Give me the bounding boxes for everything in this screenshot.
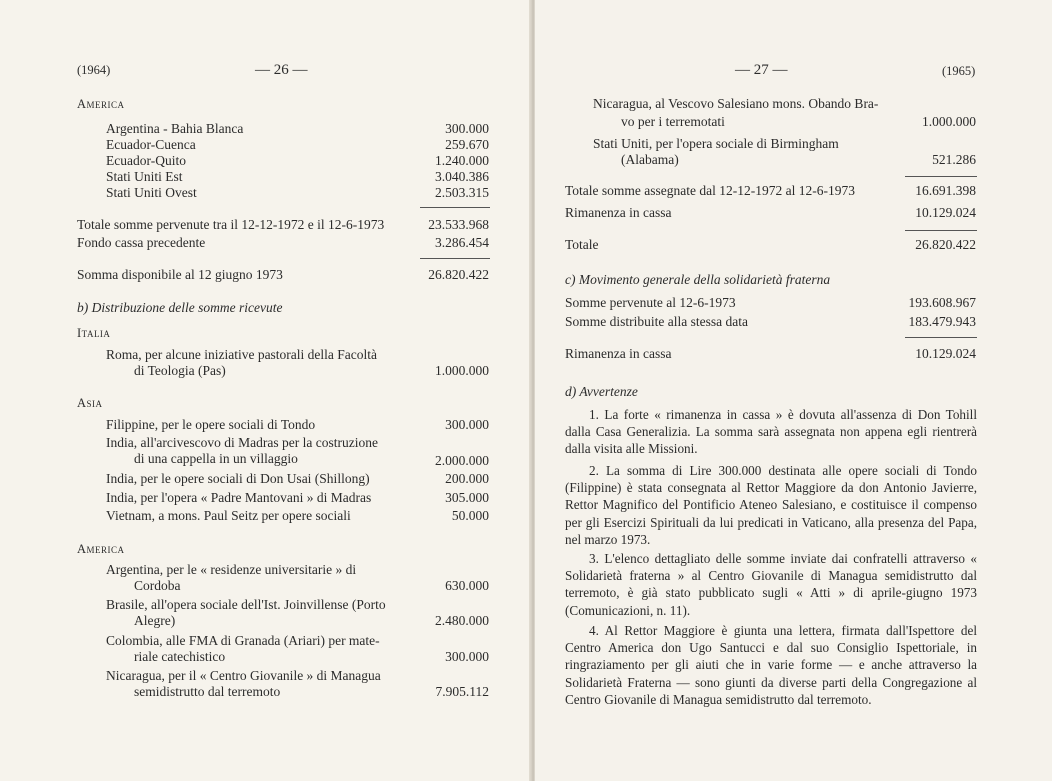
total-value: 26.820.422 — [915, 237, 976, 252]
note-paragraph: 3. L'elenco dettagliato delle somme inviate dai confratelli attraverso « Solidarietà fraterna » al Centro Giovanile di Managua semidistrutto dal terremoto, è già stato pubblicato sugli « Atti » di aprile-giugno 1973 (Comunicazioni, n. 11). — [565, 551, 977, 618]
distributed-value: 183.479.943 — [908, 314, 976, 329]
sum-rule — [420, 207, 490, 208]
previous-fund-label: Fondo cassa precedente — [77, 235, 206, 250]
section-heading-asia: Asia — [77, 396, 103, 410]
list-item-value: 50.000 — [451, 508, 489, 523]
table-row-label: Ecuador-Cuenca — [106, 137, 196, 152]
list-item-line2: riale catechistico — [134, 649, 226, 664]
section-heading-america: America — [77, 97, 125, 111]
list-item-value: 2.000.000 — [435, 453, 489, 468]
section-c-heading: c) Movimento generale della solidarietà fraterna — [565, 272, 831, 287]
list-item-line1: Nicaragua, al Vescovo Salesiano mons. Obando Bra- — [593, 96, 879, 111]
received-value: 193.608.967 — [908, 295, 976, 310]
table-row-value: 300.000 — [445, 121, 489, 136]
right-page — [535, 0, 1052, 781]
table-row-value: 2.503.315 — [435, 185, 489, 200]
table-row-value: 3.040.386 — [435, 169, 489, 184]
list-item-value: 1.000.000 — [922, 114, 976, 129]
list-item-value: 630.000 — [445, 578, 489, 593]
sum-rule — [420, 258, 490, 259]
list-item-value: 2.480.000 — [435, 613, 489, 628]
note-paragraph: 4. Al Rettor Maggiore è giunta una lettera, firmata dall'Ispettore del Centro America don Ugo Santucci e dal suo Consiglio Ispettoriale, in ringraziamento per gli aiuti che in varie forme — e anche attraverso la Solidarietà Fraterna — sono giunti da diverse parti della Congregazione al Centro Giovanile di Managua semidistrutto dal terremoto. — [565, 623, 977, 707]
table-row-label: Argentina - Bahia Blanca — [106, 121, 244, 136]
received-label: Somme pervenute al 12-6-1973 — [565, 295, 736, 310]
list-item-line2: di Teologia (Pas) — [134, 363, 226, 378]
distributed-label: Somme distribuite alla stessa data — [565, 314, 748, 329]
list-item-value: 300.000 — [445, 649, 489, 664]
list-item-line1: Argentina, per le « residenze universitarie » di — [106, 562, 357, 577]
list-item-line2: vo per i terremotati — [621, 114, 725, 129]
table-row-label: Ecuador-Quito — [106, 153, 186, 168]
remainder-label: Rimanenza in cassa — [565, 346, 672, 361]
available-label: Somma disponibile al 12 giugno 1973 — [77, 267, 283, 282]
list-item-line2: di una cappella in un villaggio — [134, 451, 298, 466]
assigned-label: Totale somme assegnate dal 12-12-1972 al 12-6-1973 — [565, 183, 855, 198]
list-item-line2: (Alabama) — [621, 152, 679, 167]
list-item-value: 521.286 — [932, 152, 976, 167]
section-b-heading: b) Distribuzione delle somme ricevute — [77, 300, 283, 315]
list-item-line1: Brasile, all'opera sociale dell'Ist. Joinvillense (Porto — [106, 597, 386, 612]
previous-fund-value: 3.286.454 — [435, 235, 489, 250]
list-item-line2: semidistrutto dal terremoto — [134, 684, 281, 699]
list-item-label: Filippine, per le opere sociali di Tondo — [106, 417, 316, 432]
list-item-label: India, per l'opera « Padre Mantovani » di Madras — [106, 490, 372, 505]
note-paragraph: 2. La somma di Lire 300.000 destinata alle opere sociali di Tondo (Filippine) è stata consegnata al Rettor Maggiore da don Antonio Javierre, Rettor Magnifico del Pontificio Ateneo Salesiano, e costituisce il compenso per gli Esercizi Spirituali da lui predicati in Vaticano, alla presenza del Papa, nel marzo 1973. — [565, 463, 977, 547]
available-value: 26.820.422 — [428, 267, 489, 282]
section-d-heading: d) Avvertenze — [565, 384, 638, 399]
total-label: Totale — [565, 237, 599, 252]
list-item-value: 300.000 — [445, 417, 489, 432]
page-number: — 27 — — [735, 62, 788, 78]
list-item-value: 1.000.000 — [435, 363, 489, 378]
list-item-line1: India, all'arcivescovo di Madras per la costruzione — [106, 435, 378, 450]
list-item-line1: Roma, per alcune iniziative pastorali della Facoltà — [106, 347, 378, 362]
list-item-line1: Colombia, alle FMA di Granada (Ariari) per mate- — [106, 633, 380, 648]
total-received-label: Totale somme pervenute tra il 12-12-1972 e il 12-6-1973 — [77, 217, 385, 232]
list-item-value: 305.000 — [445, 490, 489, 505]
table-row-label: Stati Uniti Ovest — [106, 185, 197, 200]
remainder-value: 10.129.024 — [915, 205, 976, 220]
table-row-value: 259.670 — [445, 137, 489, 152]
section-heading-america: America — [77, 542, 125, 556]
list-item-label: Vietnam, a mons. Paul Seitz per opere sociali — [106, 508, 351, 523]
page-year: (1964) — [77, 63, 111, 77]
page-year: (1965) — [942, 64, 976, 78]
list-item-line1: Nicaragua, per il « Centro Giovanile » di Managua — [106, 668, 381, 683]
remainder-label: Rimanenza in cassa — [565, 205, 672, 220]
note-paragraph: 1. La forte « rimanenza in cassa » è dovuta all'assenza di Don Tohill dalla Casa Generalizia. La somma sarà assegnata non appena egli rientrerà dalla visita alle Missioni. — [565, 407, 977, 457]
sum-rule — [905, 337, 977, 338]
sum-rule — [905, 230, 977, 231]
sum-rule — [905, 176, 977, 177]
total-received-value: 23.533.968 — [428, 217, 489, 232]
table-row-value: 1.240.000 — [435, 153, 489, 168]
list-item-line1: Stati Uniti, per l'opera sociale di Birmingham — [593, 136, 839, 151]
page-number: — 26 — — [255, 62, 308, 78]
list-item-line2: Cordoba — [134, 578, 181, 593]
list-item-line2: Alegre) — [134, 613, 176, 628]
section-heading-italia: Italia — [77, 326, 111, 340]
remainder-value: 10.129.024 — [915, 346, 976, 361]
list-item-value: 200.000 — [445, 471, 489, 486]
list-item-label: India, per le opere sociali di Don Usai (Shillong) — [106, 471, 370, 486]
table-row-label: Stati Uniti Est — [106, 169, 183, 184]
list-item-value: 7.905.112 — [435, 684, 489, 699]
assigned-value: 16.691.398 — [915, 183, 976, 198]
